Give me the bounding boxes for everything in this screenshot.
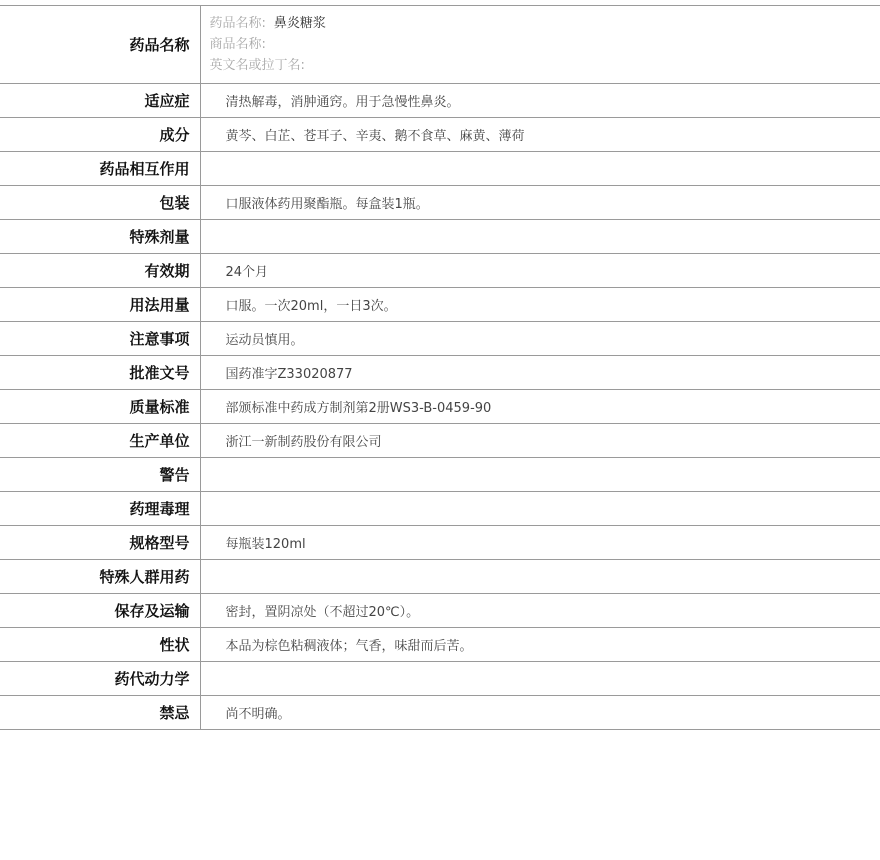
row-value: 部颁标准中药成方制剂第2册WS3-B-0459-90	[200, 390, 880, 424]
table-row-description	[0, 628, 880, 662]
table-row-approval-number	[0, 356, 880, 390]
table-row-interactions	[0, 152, 880, 186]
table-row-precautions	[0, 322, 880, 356]
row-label: 药品相互作用	[0, 152, 200, 186]
row-label: 包装	[0, 186, 200, 220]
trade-name-line	[210, 34, 880, 55]
drug-name-key: 药品名称:	[209, 16, 266, 31]
table-row-indications	[0, 84, 880, 118]
row-label: 规格型号	[0, 526, 200, 560]
row-label: 特殊人群用药	[0, 560, 200, 594]
table-row-dosage	[0, 288, 880, 322]
row-value: 每瓶装120ml	[200, 526, 880, 560]
row-label: 特殊剂量	[0, 220, 200, 254]
row-value: 清热解毒，消肿通窍。用于急慢性鼻炎。	[200, 84, 880, 118]
drug-name-cell	[200, 6, 880, 84]
row-value	[200, 458, 880, 492]
table-row-specification	[0, 526, 880, 560]
row-value	[200, 560, 880, 594]
row-label: 保存及运输	[0, 594, 200, 628]
row-value: 本品为棕色粘稠液体；气香，味甜而后苦。	[200, 628, 880, 662]
row-label: 质量标准	[0, 390, 200, 424]
row-value: 尚不明确。	[200, 696, 880, 730]
row-label: 成分	[0, 118, 200, 152]
table-row-ingredients	[0, 118, 880, 152]
row-label: 性状	[0, 628, 200, 662]
row-value: 国药准字Z33020877	[200, 356, 880, 390]
table-row-storage	[0, 594, 880, 628]
row-label: 批准文号	[0, 356, 200, 390]
row-value: 浙江一新制药股份有限公司	[200, 424, 880, 458]
row-value	[200, 220, 880, 254]
row-label: 药代动力学	[0, 662, 200, 696]
drug-info-table	[0, 5, 880, 730]
row-value: 运动员慎用。	[200, 322, 880, 356]
latin-name-line	[210, 55, 880, 76]
row-value: 口服。一次20ml，一日3次。	[200, 288, 880, 322]
row-label: 生产单位	[0, 424, 200, 458]
table-row-special-populations	[0, 560, 880, 594]
drug-name-value: 鼻炎糖浆	[273, 16, 326, 31]
table-row-pharmacology	[0, 492, 880, 526]
table-row-shelf-life	[0, 254, 880, 288]
drug-names-block	[201, 13, 880, 76]
row-value	[200, 152, 880, 186]
latin-name-key: 英文名或拉丁名:	[209, 58, 305, 73]
row-label: 禁忌	[0, 696, 200, 730]
row-value	[200, 492, 880, 526]
table-row-packaging	[0, 186, 880, 220]
row-label: 药品名称	[0, 6, 200, 84]
row-label: 警告	[0, 458, 200, 492]
table-row-drug-name	[0, 6, 880, 84]
row-value: 口服液体药用聚酯瓶。每盒装1瓶。	[200, 186, 880, 220]
table-row-contraindications	[0, 696, 880, 730]
row-label: 适应症	[0, 84, 200, 118]
table-row-special-dosage	[0, 220, 880, 254]
row-label: 有效期	[0, 254, 200, 288]
row-label: 药理毒理	[0, 492, 200, 526]
table-row-pharmacokinetics	[0, 662, 880, 696]
table-row-manufacturer	[0, 424, 880, 458]
trade-name-key: 商品名称:	[209, 37, 266, 52]
table-row-warning	[0, 458, 880, 492]
row-value: 密封，置阴凉处（不超过20℃）。	[200, 594, 880, 628]
row-label: 用法用量	[0, 288, 200, 322]
drug-name-line	[210, 13, 880, 34]
row-value: 24个月	[200, 254, 880, 288]
table-row-quality-standard	[0, 390, 880, 424]
row-value	[200, 662, 880, 696]
row-value: 黄芩、白芷、苍耳子、辛夷、鹅不食草、麻黄、薄荷	[200, 118, 880, 152]
row-label: 注意事项	[0, 322, 200, 356]
